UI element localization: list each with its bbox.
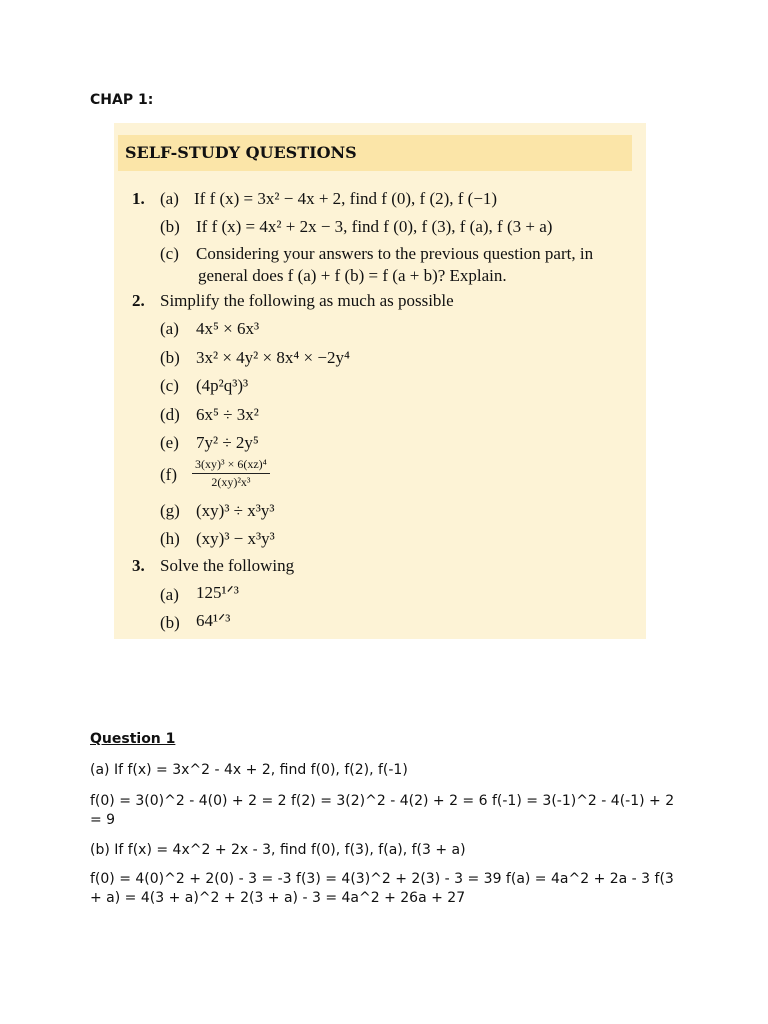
- self-study-questions-box: [114, 123, 646, 639]
- box-title: SELF-STUDY QUESTIONS: [125, 143, 357, 162]
- question-2-number: 2.: [132, 291, 145, 310]
- q1a-label: (a): [160, 189, 179, 208]
- chapter-heading: CHAP 1:: [90, 92, 154, 108]
- q2d-text: 6x⁵ ÷ 3x²: [196, 405, 259, 424]
- answer-paragraph-2: f(0) = 3(0)^2 - 4(0) + 2 = 2 f(2) = 3(2)^2 - 4(2) + 2 = 6 f(-1) = 3(-1)^2 - 4(-1) + 2 = 9: [90, 793, 675, 828]
- q2d-label: (d): [160, 405, 180, 424]
- q2b-label: (b): [160, 348, 180, 367]
- q2-text: Simplify the following as much as possible: [160, 291, 454, 310]
- answer-paragraph-3: (b) If f(x) = 4x^2 + 2x - 3, find f(0), f(3), f(a), f(3 + a): [90, 842, 466, 858]
- q3b-text: 64¹ᐟ³: [196, 611, 231, 630]
- q1b-label: (b): [160, 217, 180, 236]
- q3a-text: 125¹ᐟ³: [196, 583, 239, 602]
- q2c-label: (c): [160, 376, 179, 395]
- q2a-label: (a): [160, 319, 179, 338]
- q2f-label: (f): [160, 465, 177, 484]
- q2e-text: 7y² ÷ 2y⁵: [196, 433, 259, 452]
- q2a-text: 4x⁵ × 6x³: [196, 319, 260, 338]
- q2f-denominator: 2(xy)²x³: [211, 475, 251, 489]
- q3-text: Solve the following: [160, 556, 295, 575]
- q2f-fraction: [192, 457, 270, 490]
- q1c-text-line1: Considering your answers to the previous question part, in: [196, 244, 594, 263]
- q2b-text: 3x² × 4y² × 8x⁴ × −2y⁴: [196, 348, 350, 367]
- q1c-text-line2: general does f (a) + f (b) = f (a + b)? Explain.: [198, 266, 507, 285]
- q2g-label: (g): [160, 501, 180, 520]
- q1c-label: (c): [160, 244, 179, 263]
- answer-paragraph-4: f(0) = 4(0)^2 + 2(0) - 3 = -3 f(3) = 4(3)^2 + 2(3) - 3 = 39 f(a) = 4a^2 + 2a - 3 f(3 + a) = 4(3 + a)^2 + 2(3 + a) - 3 = 4a^2 + 26a + 27: [90, 871, 674, 906]
- q2g-text: (xy)³ ÷ x³y³: [196, 501, 275, 520]
- q2h-label: (h): [160, 529, 180, 548]
- q3a-label: (a): [160, 585, 179, 604]
- q2c-text: (4p²q³)³: [196, 376, 249, 395]
- q2f-numerator: 3(xy)³ × 6(xz)⁴: [192, 457, 270, 474]
- answer-paragraph-1: (a) If f(x) = 3x^2 - 4x + 2, find f(0), f(2), f(-1): [90, 762, 408, 778]
- q1a-text: If f (x) = 3x² − 4x + 2, find f (0), f (2), f (−1): [194, 189, 498, 208]
- q3b-label: (b): [160, 613, 180, 632]
- q2e-label: (e): [160, 433, 179, 452]
- question-3-number: 3.: [132, 556, 145, 575]
- q1b-text: If f (x) = 4x² + 2x − 3, find f (0), f (3), f (a), f (3 + a): [196, 217, 553, 236]
- q2h-text: (xy)³ − x³y³: [196, 529, 275, 548]
- question-1-number: 1.: [132, 189, 145, 208]
- answers-heading: Question 1: [90, 731, 176, 747]
